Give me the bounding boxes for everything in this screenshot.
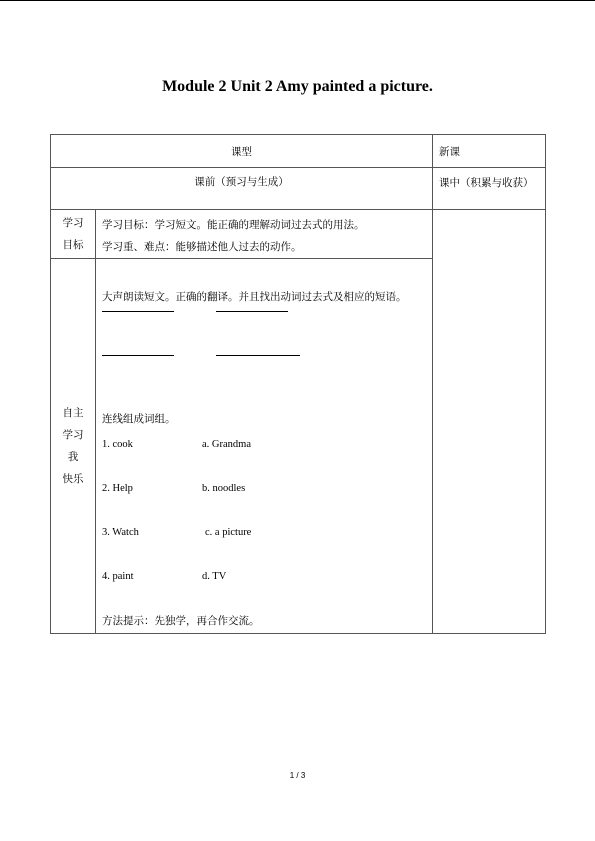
header-new-label: 新课 — [439, 145, 460, 158]
blank-row-1 — [102, 307, 426, 351]
blank-row-2 — [102, 351, 426, 395]
goal-text-cell — [96, 210, 433, 259]
match-right: c. a picture — [205, 527, 252, 538]
match-right: a. Grandma — [202, 439, 251, 450]
method-tip: 方法提示：先独学，再合作交流。 — [102, 615, 260, 627]
page-number: 1 / 3 — [289, 771, 306, 780]
match-right: d. TV — [202, 571, 227, 582]
header-new-cell — [433, 135, 546, 168]
match-left: 4. paint — [102, 571, 134, 582]
answer-blank[interactable] — [102, 311, 174, 312]
inclass-notes-cell — [433, 210, 546, 634]
goal-line-2: 学习重、难点：能够描述他人过去的动作。 — [102, 241, 302, 253]
preclass-cell — [51, 168, 433, 210]
match-right: b. noodles — [202, 483, 246, 494]
header-type-cell — [51, 135, 433, 168]
preclass-label: 课前（预习与生成） — [194, 176, 289, 188]
lesson-table — [50, 134, 546, 634]
goal-label-cell — [51, 210, 96, 259]
answer-blank[interactable] — [102, 355, 174, 356]
header-rule — [0, 0, 595, 1]
match-item — [102, 479, 426, 523]
inclass-cell — [433, 168, 546, 210]
answer-blank[interactable] — [216, 355, 300, 356]
match-item — [102, 435, 426, 479]
answer-blank[interactable] — [216, 311, 288, 312]
match-item — [102, 523, 426, 567]
match-title: 连线组成词组。 — [102, 413, 176, 425]
read-instruction: 大声朗读短文。正确的翻译。并且找出动词过去式及相应的短语。 — [102, 291, 407, 303]
goal-line-1: 学习目标：学习短文。能正确的理解动词过去式的用法。 — [102, 219, 365, 231]
self-study-content-cell — [96, 259, 433, 634]
match-left: 2. Help — [102, 483, 133, 494]
goal-label: 学习 目标 — [62, 217, 84, 251]
inclass-label: 课中（积累与收获） — [439, 177, 534, 189]
header-type-label: 课型 — [231, 145, 252, 158]
self-study-label-cell — [51, 259, 96, 634]
match-item — [102, 567, 426, 611]
page-title: Module 2 Unit 2 Amy painted a picture. — [162, 78, 433, 95]
match-left: 1. cook — [102, 439, 133, 450]
match-left: 3. Watch — [102, 527, 139, 538]
self-study-label: 自主 学习 我 快乐 — [62, 407, 84, 485]
